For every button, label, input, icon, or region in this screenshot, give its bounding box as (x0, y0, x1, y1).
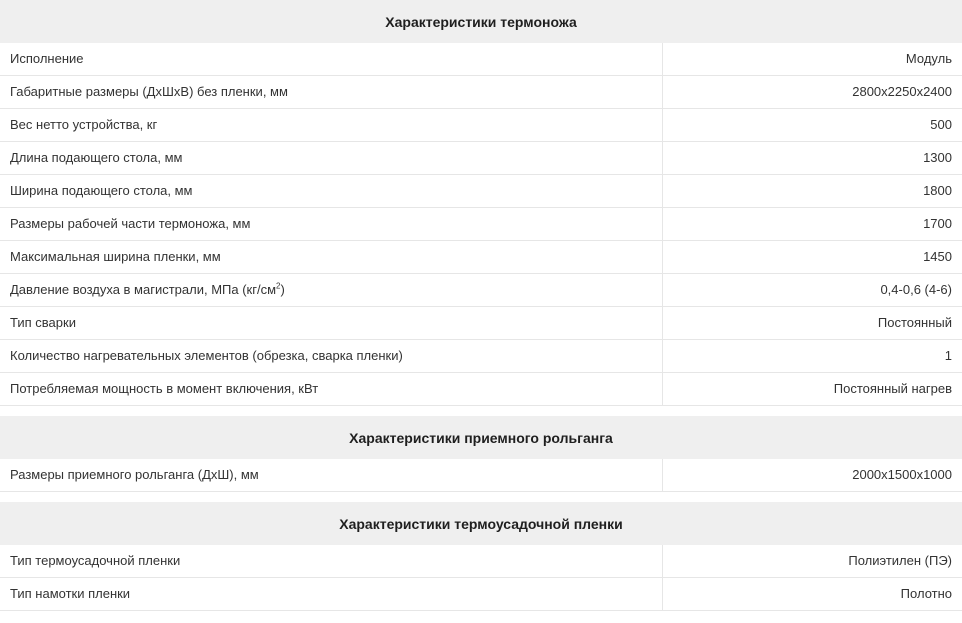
table-row (0, 175, 962, 208)
table-row (0, 76, 962, 109)
row-label (0, 274, 663, 306)
table-row (0, 142, 962, 175)
superscript: 2 (276, 281, 281, 291)
row-label: Длина подающего стола, мм (0, 142, 663, 174)
row-label: Количество нагревательных элементов (обрезка, сварка пленки) (0, 340, 663, 372)
row-label-text: Давление воздуха в магистрали, МПа (кг/см (10, 282, 277, 297)
row-label: Габаритные размеры (ДхШхВ) без пленки, мм (0, 76, 663, 108)
table-row (0, 109, 962, 142)
table-row (0, 241, 962, 274)
table-row (0, 274, 962, 307)
row-value: 2000x1500x1000 (852, 467, 952, 482)
row-value: 500 (930, 117, 952, 132)
row-label: Тип намотки пленки (0, 578, 663, 610)
row-label: Размеры рабочей части термоножа, мм (0, 208, 663, 240)
row-label: Тип термоусадочной пленки (0, 545, 663, 577)
section-header-shrink-film: Характеристики термоусадочной пленки (0, 502, 962, 545)
row-value: 0,4-0,6 (4-6) (880, 282, 952, 297)
table-row (0, 459, 962, 492)
section-header-thermoknife: Характеристики термоножа (0, 0, 962, 43)
table-row (0, 373, 962, 406)
row-value: 1300 (923, 150, 952, 165)
row-label: Максимальная ширина пленки, мм (0, 241, 663, 273)
row-label: Тип сварки (0, 307, 663, 339)
row-value: 1450 (923, 249, 952, 264)
row-value: 1700 (923, 216, 952, 231)
table-row (0, 43, 962, 76)
section-header-roller-table: Характеристики приемного рольганга (0, 416, 962, 459)
section-spacer (0, 492, 962, 502)
table-row (0, 307, 962, 340)
section-spacer (0, 406, 962, 416)
row-value: Полиэтилен (ПЭ) (848, 553, 952, 568)
row-value: Полотно (900, 586, 952, 601)
row-label: Вес нетто устройства, кг (0, 109, 663, 141)
table-row (0, 208, 962, 241)
row-label: Ширина подающего стола, мм (0, 175, 663, 207)
row-label: Исполнение (0, 43, 663, 75)
row-value: Постоянный нагрев (833, 381, 952, 396)
row-value: Постоянный (877, 315, 952, 330)
table-row (0, 578, 962, 611)
row-value: Модуль (905, 51, 952, 66)
row-label: Размеры приемного рольганга (ДхШ), мм (0, 459, 663, 491)
row-label-suffix: ) (280, 282, 285, 297)
table-row (0, 545, 962, 578)
row-value: 1800 (923, 183, 952, 198)
row-value: 1 (944, 348, 952, 363)
row-label: Потребляемая мощность в момент включения, кВт (0, 373, 663, 405)
table-row (0, 340, 962, 373)
row-value: 2800x2250x2400 (852, 84, 952, 99)
